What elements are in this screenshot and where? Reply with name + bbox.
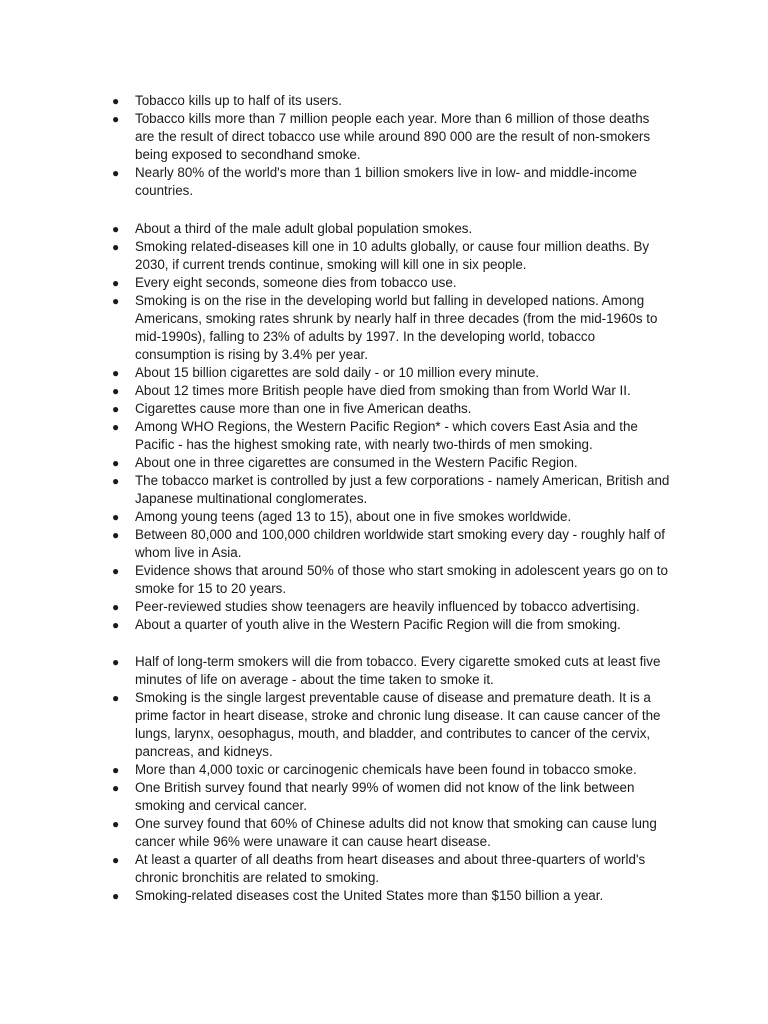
list-item-text: One survey found that 60% of Chinese adults did not know that smoking can cause lung cancer while 96% were unaware it can cause heart disease. [135, 816, 657, 849]
bullet-icon: ● [112, 474, 120, 488]
list-item-text: Between 80,000 and 100,000 children worldwide start smoking every day - roughly half of whom live in Asia. [135, 527, 665, 560]
list-item [112, 851, 672, 887]
list-item-text: Tobacco kills up to half of its users. [135, 93, 342, 108]
list-item [112, 472, 672, 508]
bullet-icon: ● [112, 889, 120, 903]
list-item-text: Tobacco kills more than 7 million people each year. More than 6 million of those deaths are the result of direct tobacco use while around 890 000 are the result of non-smokers being exposed to secondhand smoke. [135, 111, 651, 162]
list-item [112, 689, 672, 761]
bullet-icon: ● [112, 94, 120, 108]
bullet-icon: ● [112, 384, 120, 398]
list-item-text: Smoking is on the rise in the developing world but falling in developed nations. Among Americans, smoking rates shrunk by nearly half in three decades (from the mid-1960s to mid-1990s), falling to 23% of adults by 1997. In the developing world, tobacco consumption is rising by 3.4% per year. [135, 293, 658, 362]
bullet-icon: ● [112, 240, 120, 254]
bullet-icon: ● [112, 166, 120, 180]
list-item-text: More than 4,000 toxic or carcinogenic chemicals have been found in tobacco smoke. [135, 762, 637, 777]
bullet-icon: ● [112, 366, 120, 380]
list-item [112, 815, 672, 851]
list-item-text: At least a quarter of all deaths from heart diseases and about three-quarters of world's chronic bronchitis are related to smoking. [135, 852, 646, 885]
bullet-icon: ● [112, 528, 120, 542]
list-item-text: Nearly 80% of the world's more than 1 billion smokers live in low- and middle-income countries. [135, 165, 637, 198]
list-item-text: About 15 billion cigarettes are sold daily - or 10 million every minute. [135, 365, 540, 380]
list-item [112, 274, 672, 292]
list-item [112, 110, 672, 164]
list-item-text: About a third of the male adult global population smokes. [135, 221, 473, 236]
bullet-list-section-1 [112, 92, 672, 200]
list-item-text: Smoking-related diseases cost the United States more than $150 billion a year. [135, 888, 604, 903]
list-item-text: About 12 times more British people have died from smoking than from World War II. [135, 383, 631, 398]
list-item [112, 508, 672, 526]
list-item [112, 779, 672, 815]
bullet-icon: ● [112, 853, 120, 867]
bullet-icon: ● [112, 600, 120, 614]
list-item [112, 653, 672, 689]
list-item-text: Among WHO Regions, the Western Pacific Region* - which covers East Asia and the Pacific - has the highest smoking rate, with nearly two-thirds of men smoking. [135, 419, 638, 452]
list-item [112, 400, 672, 418]
list-item-text: Evidence shows that around 50% of those who start smoking in adolescent years go on to smoke for 15 to 20 years. [135, 563, 668, 596]
list-item [112, 364, 672, 382]
list-item [112, 526, 672, 562]
bullet-icon: ● [112, 781, 120, 795]
list-item [112, 562, 672, 598]
bullet-icon: ● [112, 420, 120, 434]
list-item-text: One British survey found that nearly 99% of women did not know of the link between smoking and cervical cancer. [135, 780, 635, 813]
bullet-icon: ● [112, 564, 120, 578]
list-item [112, 418, 672, 454]
list-item-text: Cigarettes cause more than one in five American deaths. [135, 401, 472, 416]
list-item [112, 454, 672, 472]
list-item-text: Among young teens (aged 13 to 15), about one in five smokes worldwide. [135, 509, 572, 524]
list-item-text: Smoking is the single largest preventable cause of disease and premature death. It is a prime factor in heart disease, stroke and chronic lung disease. It can cause cancer of the lungs, larynx, oesophagus, mouth, and bladder, and contributes to cancer of the cervix, pancreas, and kidneys. [135, 690, 661, 759]
bullet-icon: ● [112, 112, 120, 126]
bullet-icon: ● [112, 763, 120, 777]
list-item-text: About a quarter of youth alive in the Western Pacific Region will die from smoking. [135, 617, 621, 632]
list-item-text: The tobacco market is controlled by just a few corporations - namely American, British and Japanese multinational conglomerates. [135, 473, 670, 506]
bullet-icon: ● [112, 817, 120, 831]
bullet-list-section-3 [112, 653, 672, 905]
bullet-icon: ● [112, 618, 120, 632]
bullet-icon: ● [112, 691, 120, 705]
bullet-icon: ● [112, 276, 120, 290]
bullet-icon: ● [112, 510, 120, 524]
list-item-text: Every eight seconds, someone dies from tobacco use. [135, 275, 457, 290]
bullet-list-section-2 [112, 220, 672, 634]
list-item [112, 598, 672, 616]
list-item [112, 887, 672, 905]
list-item-text: Peer-reviewed studies show teenagers are heavily influenced by tobacco advertising. [135, 599, 640, 614]
list-item-text: About one in three cigarettes are consumed in the Western Pacific Region. [135, 455, 578, 470]
list-item [112, 164, 672, 200]
bullet-icon: ● [112, 456, 120, 470]
bullet-icon: ● [112, 294, 120, 308]
list-item [112, 292, 672, 364]
list-item [112, 238, 672, 274]
list-item [112, 761, 672, 779]
bullet-icon: ● [112, 655, 120, 669]
list-item [112, 220, 672, 238]
list-item [112, 382, 672, 400]
bullet-icon: ● [112, 402, 120, 416]
list-item [112, 92, 672, 110]
bullet-icon: ● [112, 222, 120, 236]
list-item-text: Half of long-term smokers will die from tobacco. Every cigarette smoked cuts at least five minutes of life on average - about the time taken to smoke it. [135, 654, 661, 687]
list-item-text: Smoking related-diseases kill one in 10 adults globally, or cause four million deaths. By 2030, if current trends continue, smoking will kill one in six people. [135, 239, 650, 272]
list-item [112, 616, 672, 634]
